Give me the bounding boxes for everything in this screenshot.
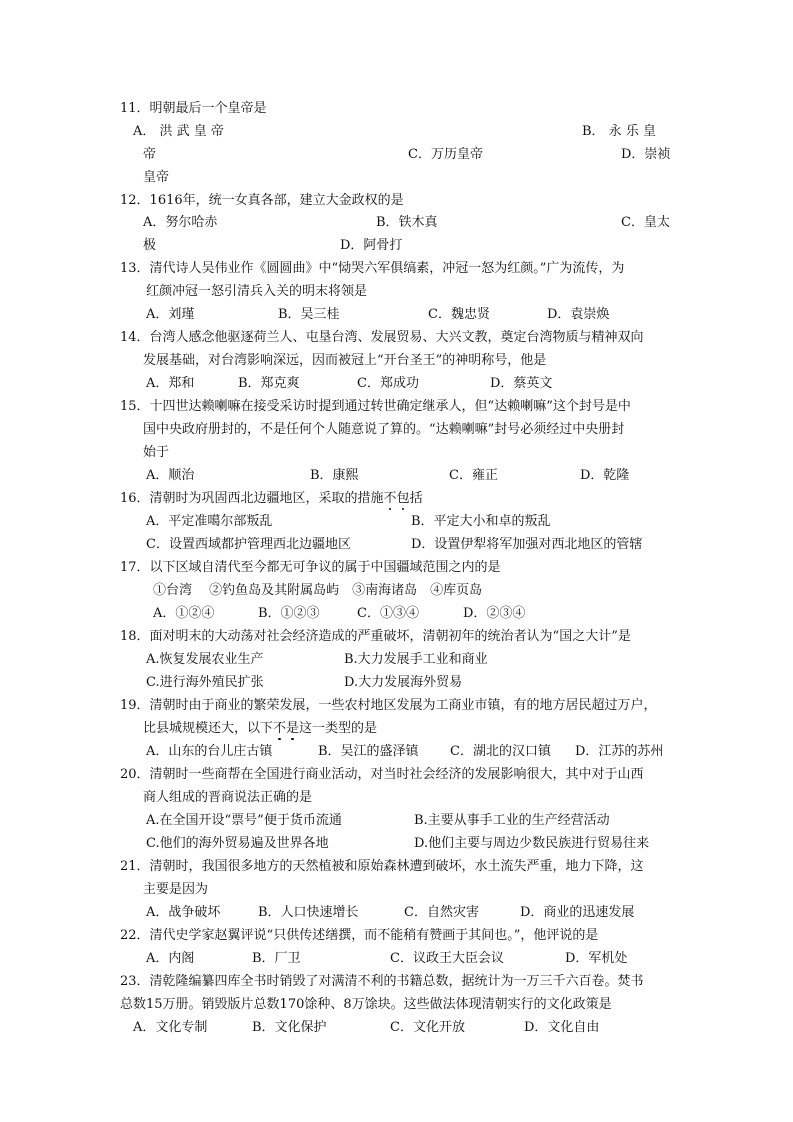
q13-option-b: B．吴三桂 [278, 307, 340, 322]
q20-option-c: C.他们的海外贸易遍及世界各地 [146, 836, 329, 851]
q11-stem: 11．明朝最后一个皇帝是 [120, 101, 267, 116]
q21-option-d: D．商业的迅速发展 [520, 905, 635, 920]
q14-stem-line1: 14．台湾人感念他驱逐荷兰人、屯垦台湾、发展贸易、大兴文教，奠定台湾物质与精神双向 [120, 330, 644, 345]
q20-option-d: D.他们主要与周边少数民族进行贸易往来 [414, 836, 650, 851]
q16-option-a: A．平定准噶尔部叛乱 [146, 514, 273, 529]
q17-option-c: C．①③④ [357, 606, 419, 621]
q12-option-a: A．努尔哈赤 [143, 215, 218, 230]
q15-stem-line2: 国中央政府册封的，不是任何个人随意说了算的。“达赖喇嘛”封号必须经过中央册封 [143, 422, 625, 437]
q18-option-d: D.大力发展海外贸易 [344, 675, 463, 690]
q19-emphasis-2: 是 [286, 721, 300, 736]
q19-stem-text: 比县城规模还大，以下 [143, 721, 274, 736]
q14-option-a: A．郑和 [146, 376, 195, 391]
q14-option-b: B．郑克爽 [238, 376, 300, 391]
q20-stem-line2: 商人组成的晋商说法正确的是 [143, 790, 313, 805]
q20-stem-line1: 20．清朝时一些商帮在全国进行商业活动，对当时社会经济的发展影响很大，其中对于山西 [120, 767, 644, 782]
q15-option-a: A．顺治 [146, 468, 195, 483]
q23-stem-line2: 总数15万册。销毁版片总数170馀种、8万馀块。这些做法体现清朝实行的文化政策是 [120, 997, 612, 1012]
q20-option-b: B.主要从事手工业的生产经营活动 [414, 813, 610, 828]
q13-stem-line2: 红颜冲冠一怒引清兵入关的明末将领是 [146, 284, 368, 299]
q14-option-c: C．郑成功 [357, 376, 419, 391]
q16-option-c: C．设置西域都护管理西北边疆地区 [146, 537, 351, 552]
q15-stem-line3: 始于 [143, 445, 170, 460]
q23-option-a: A．文化专制 [133, 1020, 208, 1035]
q23-option-d: D．文化自由 [524, 1020, 600, 1035]
q19-option-b: B．吴江的盛泽镇 [318, 744, 419, 759]
q20-option-a: A.在全国开设“票号”便于货币流通 [146, 813, 342, 828]
q21-option-b: B．人口快速增长 [258, 905, 359, 920]
q17-stem: 17．以下区域自清代至今都无可争议的属于中国疆域范围之内的是 [120, 560, 501, 575]
q13-stem-line1: 13．清代诗人吴伟业作《圆圆曲》中“恸哭六军俱缟素，冲冠一怒为红颜。”广为流传，为 [120, 261, 625, 276]
q12-option-d: D．阿骨打 [340, 238, 403, 253]
q14-option-d: D．蔡英文 [490, 376, 553, 391]
q18-option-b: B.大力发展手工业和商业 [344, 652, 488, 667]
q19-emphasis-1: 不 [273, 721, 287, 736]
q21-stem-line1: 21．清朝时，我国很多地方的天然植被和原始森林遭到破坏，水土流失严重，地力下降，这 [120, 859, 644, 874]
q22-option-c: C．议政王大臣会议 [390, 951, 504, 966]
q16-option-d: D．设置伊犁将军加强对西北地区的管辖 [411, 537, 643, 552]
q11-option-b: B． 永 乐 皇 [582, 124, 656, 139]
q19-option-d: D．江苏的苏州 [575, 744, 664, 759]
q11-option-d-cont: 皇帝 [143, 170, 170, 185]
q11-option-d: D．崇祯 [621, 147, 671, 162]
q11-option-c: C．万历皇帝 [408, 147, 483, 162]
q19-stem-end: 这一类型的是 [299, 721, 378, 736]
q19-stem-line2 [143, 720, 377, 738]
q17-option-a: A．①②④ [153, 606, 215, 621]
q18-stem: 18．面对明末的大动荡对社会经济造成的严重破坏，清朝初年的统治者认为“国之大计”是 [120, 629, 631, 644]
q21-stem-line2: 主要是因为 [143, 882, 209, 897]
q11-option-a: A． 洪 武 皇 帝 [133, 124, 224, 139]
q22-stem: 22．清代史学家赵翼评说“只供传述缮撰，而不能稍有赞画于其间也。”，他评说的是 [120, 928, 599, 943]
q21-option-a: A．战争破坏 [146, 905, 221, 920]
q13-option-d: D．袁崇焕 [547, 307, 610, 322]
q23-option-c: C．文化开放 [390, 1020, 465, 1035]
q19-stem-line1: 19．清朝时由于商业的繁荣发展，一些农村地区发展为工商业市镇，有的地方居民超过万户， [120, 698, 657, 713]
q17-items: ①台湾 ②钓鱼岛及其附属岛屿 ③南海诸岛 ④库页岛 [153, 583, 483, 598]
q16-option-b: B．平定大小和卓的叛乱 [411, 514, 551, 529]
q17-option-d: D．②③④ [463, 606, 526, 621]
q18-option-c: C.进行海外殖民扩张 [146, 675, 264, 690]
q13-option-a: A．刘瑾 [146, 307, 195, 322]
q12-option-c: C．皇太 [621, 215, 670, 230]
q22-option-b: B．厂卫 [252, 951, 301, 966]
q17-option-b: B．①②③ [258, 606, 320, 621]
q22-option-a: A．内阁 [146, 951, 195, 966]
q19-option-c: C．湖北的汉口镇 [450, 744, 551, 759]
q12-option-b: B．铁木真 [376, 215, 438, 230]
q11-option-b-cont: 帝 [143, 147, 157, 162]
q16-emphasis-2: 包 [396, 491, 410, 506]
q19-option-a: A．山东的台儿庄古镇 [146, 744, 273, 759]
q15-option-c: C．雍正 [449, 468, 498, 483]
q15-option-b: B．康熙 [310, 468, 359, 483]
q23-stem-line1: 23．清乾隆编纂四库全书时销毁了对满清不利的书籍总数，据统计为一万三千六百卷。焚书 [120, 974, 644, 989]
q23-option-b: B．文化保护 [252, 1020, 327, 1035]
q16-emphasis-1: 不 [383, 491, 397, 506]
q12-stem: 12．1616年，统一女真各部，建立大金政权的是 [120, 193, 404, 208]
q16-stem [120, 490, 423, 508]
q16-stem-end: 括 [409, 491, 423, 506]
q13-option-c: C．魏忠贤 [428, 307, 490, 322]
q21-option-c: C．自然灾害 [404, 905, 479, 920]
q14-stem-line2: 发展基础，对台湾影响深远，因而被冠上“开台圣王”的神明称号，他是 [143, 353, 547, 368]
q18-option-a: A.恢复发展农业生产 [146, 652, 264, 667]
q15-option-d: D．乾隆 [580, 468, 630, 483]
q15-stem-line1: 15．十四世达赖喇嘛在接受采访时提到通过转世确定继承人，但“达赖喇嘛”这个封号是中 [120, 399, 631, 414]
q16-stem-text: 16．清朝时为巩固西北边疆地区，采取的措施 [120, 491, 384, 506]
q12-option-c-cont: 极 [143, 238, 157, 253]
q22-option-d: D．军机处 [565, 951, 628, 966]
